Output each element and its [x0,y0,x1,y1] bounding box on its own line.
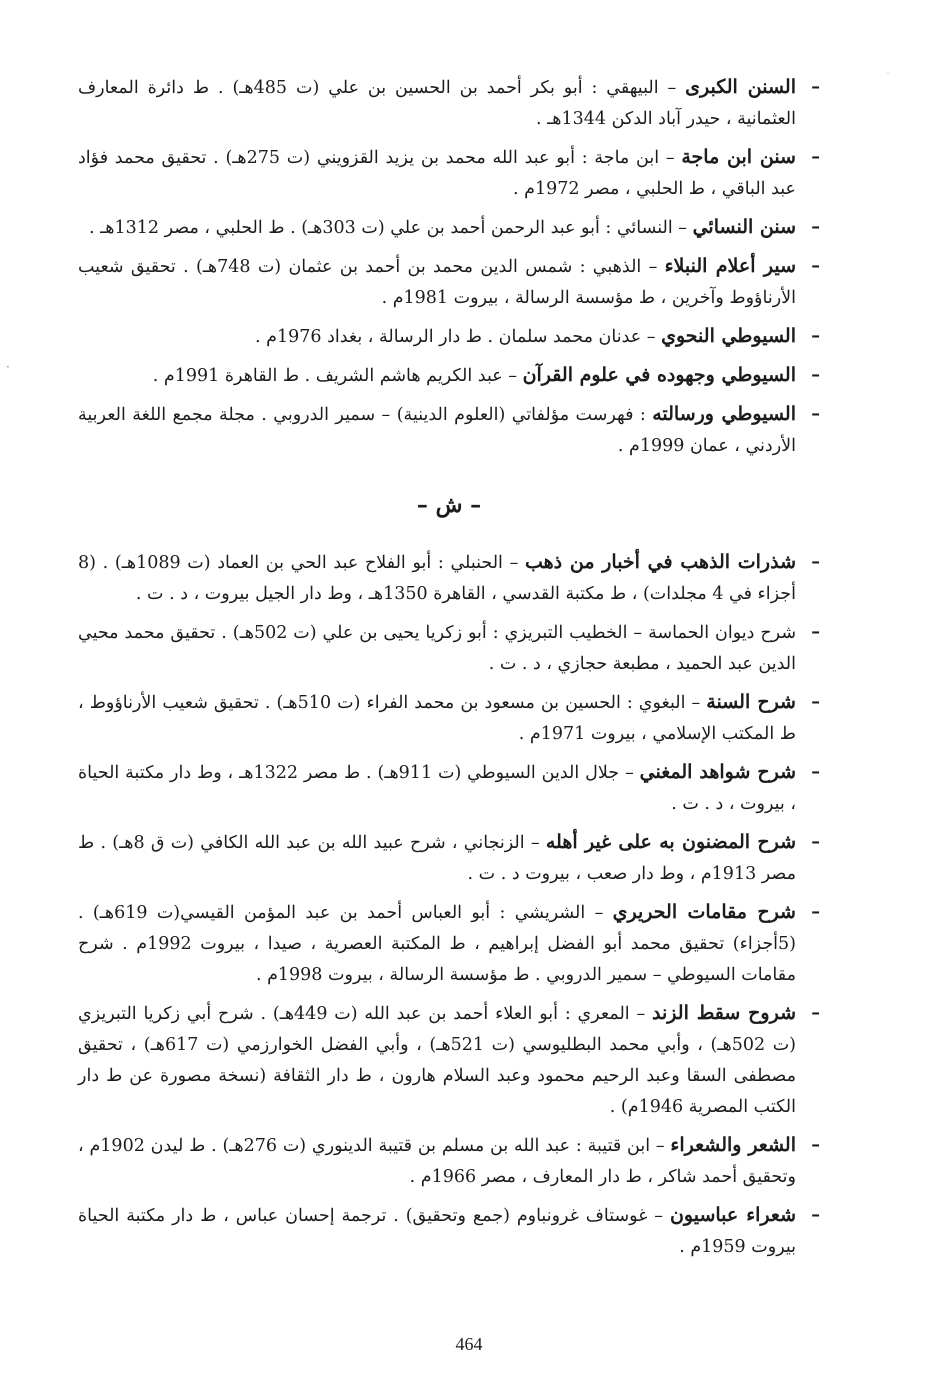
bibliography-entry [78,72,820,135]
bibliography-entry [78,1200,820,1263]
entry-title: سنن ابن ماجة [681,146,796,168]
page-number: 464 [455,1334,483,1354]
bibliography-entry [78,757,820,820]
entry-text: – ابن ماجة : أبو عبد الله محمد بن يزيد القزويني (ت 275هـ) . تحقيق محمد فؤاد عبد الباقي ، ط الحلبي ، مصر 1972م . [78,148,796,199]
entry-title: السنن الكبرى [685,76,796,98]
bibliography-entry [78,142,820,205]
entry-dash: – [811,326,820,346]
entry-text: – الشريشي : أبو العباس أحمد بن عبد المؤمن القيسي(ت 619هـ) . (5أجزاء) تحقيق محمد أبو الفضل إبراهيم ، ط المكتبة العصرية ، صيدا ، بيروت 1992م . شرح مقامات السيوطي – سمير الدروبي . ط مؤسسة الرسالة ، بيروت 1998م . [78,903,796,985]
entry-dash: – [811,832,820,852]
entry-text: – البيهقي : أبو بكر أحمد بن الحسين بن علي (ت 485هـ) . ط دائرة المعارف العثمانية ، حيدر آباد الدكن 1344هـ . [78,78,796,129]
entry-title: السيوطي ورسالته [652,403,796,425]
entry-text: – جلال الدين السيوطي (ت 911هـ) . ط مصر 1322هـ ، وط دار مكتبة الحياة ، بيروت ، د . ت . [78,763,796,814]
section-heading-sheen: – ش – [416,492,482,518]
bibliography-entry [78,1130,820,1193]
entry-text: شرح ديوان الحماسة – الخطيب التبريزي : أبو زكريا يحيى بن علي (ت 502هـ) . تحقيق محمد محيي الدين عبد الحميد ، مطبعة حجازي ، د . ت . [78,623,796,674]
entry-dash: – [811,1003,820,1023]
entry-title: شرح مقامات الحريري [612,901,796,923]
entry-dash: – [811,622,820,642]
bibliography-entry [78,251,820,314]
bibliography-page [78,72,820,1270]
entry-title: شذرات الذهب في أخبار من ذهب [525,551,796,573]
entry-text: : فهرست مؤلفاتي (العلوم الدينية) – سمير الدروبي . مجلة مجمع اللغة العربية الأردني ، عمان 1999م . [78,405,796,456]
entry-text: – الحنبلي : أبو الفلاح عبد الحي بن العماد (ت 1089هـ) . (8 أجزاء في 4 مجلدات) ، ط مكتبة القدسي ، القاهرة 1350هـ ، وط دار الجيل بيروت ، د . ت . [78,553,796,604]
entries-group-sheen [78,547,820,1263]
entry-text: – ابن قتيبة : عبد الله بن مسلم بن قتيبة الدينوري (ت 276هـ) . ط ليدن 1902م ، وتحقيق أحمد شاكر ، ط دار المعارف ، مصر 1966م . [78,1136,796,1187]
bibliography-entry [78,687,820,750]
entry-text: – النسائي : أبو عبد الرحمن أحمد بن علي (ت 303هـ) . ط الحلبي ، مصر 1312هـ . [89,218,693,238]
bibliography-entry [78,897,820,991]
entry-title: سير أعلام النبلاء [664,255,796,277]
entry-text: – الزنجاني ، شرح عبيد الله بن عبد الله الكافي (ت ق 8هـ) . ط مصر 1913م ، وط دار صعب ، بيروت د . ت . [78,833,796,884]
bibliography-entry [78,399,820,462]
entry-text: – الذهبي : شمس الدين محمد بن أحمد بن عثمان (ت 748هـ) . تحقيق شعيب الأرناؤوط وآخرين ، ط مؤسسة الرسالة ، بيروت 1981م . [78,257,796,308]
entry-dash: – [811,365,820,385]
bibliography-entry [78,360,820,392]
entry-title: السيوطي النحوي [661,325,796,347]
entry-dash: – [811,77,820,97]
entry-dash: – [811,147,820,167]
entry-text: – عبد الكريم هاشم الشريف . ط القاهرة 1991م . [152,366,523,386]
entries-group-seen [78,72,820,462]
entry-title: شرح السنة [706,691,796,713]
entry-dash: – [811,692,820,712]
bibliography-entry [78,617,820,680]
bibliography-entry [78,827,820,890]
entry-dash: – [811,256,820,276]
entry-dash: – [811,1135,820,1155]
entry-title: شرح شواهد المغني [639,761,796,783]
bibliography-entry [78,321,820,353]
entry-title: الشعر والشعراء [670,1134,796,1156]
entry-text: – المعري : أبو العلاء أحمد بن عبد الله (ت 449هـ) . شرح أبي زكريا التبريزي (ت 502هـ) ، وأبي محمد البطليوسي (ت 521هـ) ، وأبي الفضل الخوارزمي (ت 617هـ) ، تحقيق مصطفى السقا وعبد الرحيم محمود وعبد السلام هارون ، ط دار الثقافة (نسخة مصورة عن ط دار الكتب المصرية 1946م) . [78,1004,796,1117]
entry-dash: – [811,902,820,922]
entry-title: شعراء عباسيون [669,1204,796,1226]
entry-title: شروح سقط الزند [652,1002,796,1024]
entry-dash: – [811,552,820,572]
entry-title: السيوطي وجهوده في علوم القرآن [522,364,796,386]
entry-dash: – [811,217,820,237]
entry-dash: – [811,1205,820,1225]
entry-title: شرح المضنون به على غير أهله [545,831,797,853]
entry-dash: – [811,404,820,424]
bibliography-entry [78,998,820,1123]
entry-dash: – [811,762,820,782]
margin-mark: · [6,360,10,374]
entry-text: – عدنان محمد سلمان . ط دار الرسالة ، بغداد 1976م . [255,327,662,347]
entry-text: – البغوي : الحسين بن مسعود بن محمد الفراء (ت 510هـ) . تحقيق شعيب الأرناؤوط ، ط المكتب الإسلامي ، بيروت 1971م . [78,693,796,744]
entry-title: سنن النسائي [692,216,796,238]
entry-text: – غوستاف غرونباوم (جمع وتحقيق) . ترجمة إحسان عباس ، ط دار مكتبة الحياة بيروت 1959م . [78,1206,796,1257]
bibliography-entry [78,212,820,244]
bibliography-entry [78,547,820,610]
